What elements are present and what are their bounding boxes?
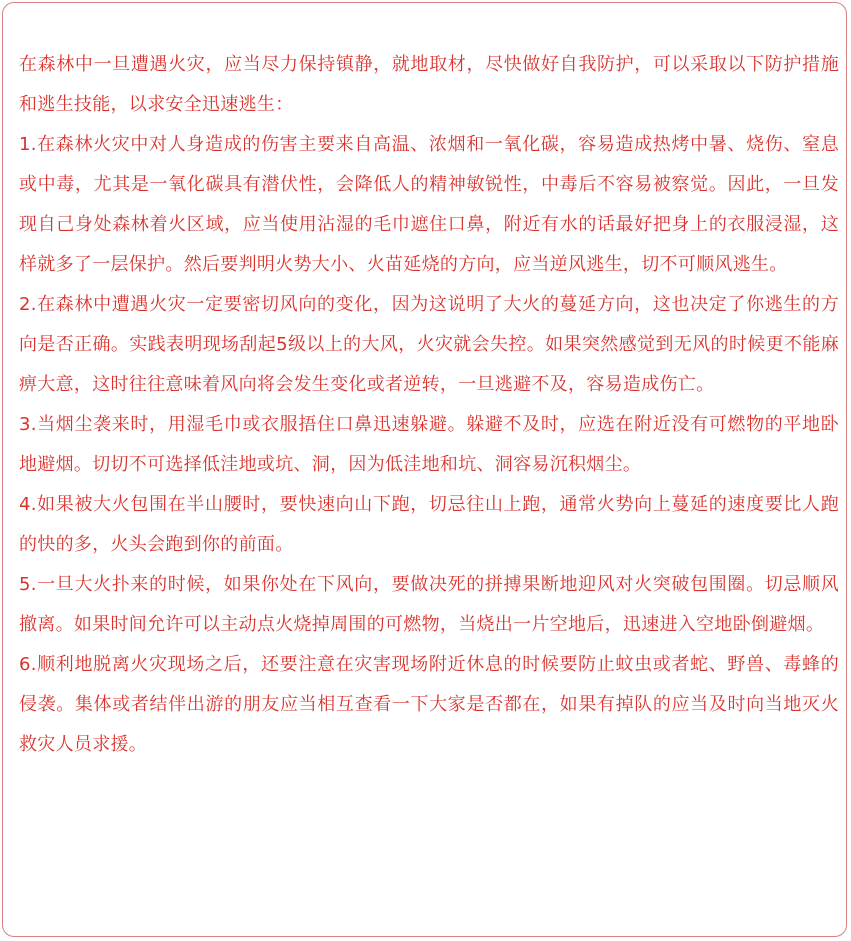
article-body [19,45,839,765]
tip-item-5: 5.一旦大火扑来的时候，如果你处在下风向，要做决死的拼搏果断地迎风对火突破包围圈。切忌顺风撤离。如果时间允许可以主动点火烧掉周围的可燃物，当烧出一片空地后，迅速进入空地卧倒避烟。 [19,574,839,635]
tip-item-3: 3.当烟尘袭来时，用湿毛巾或衣服捂住口鼻迅速躲避。躲避不及时，应选在附近没有可燃物的平地卧地避烟。切切不可选择低洼地或坑、洞，因为低洼地和坑、洞容易沉积烟尘。 [19,414,839,475]
intro-paragraph: 在森林中一旦遭遇火灾，应当尽力保持镇静，就地取材，尽快做好自我防护，可以采取以下防护措施和逃生技能，以求安全迅速逃生： [19,54,839,115]
tip-item-1: 1.在森林火灾中对人身造成的伤害主要来自高温、浓烟和一氧化碳，容易造成热烤中暑、烧伤、窒息或中毒，尤其是一氧化碳具有潜伏性，会降低人的精神敏锐性，中毒后不容易被察觉。因此，一旦发现自己身处森林着火区域，应当使用沾湿的毛巾遮住口鼻，附近有水的话最好把身上的衣服浸湿，这样就多了一层保护。然后要判明火势大小、火苗延烧的方向，应当逆风逃生，切不可顺风逃生。 [19,134,839,275]
tip-item-6: 6.顺利地脱离火灾现场之后，还要注意在灾害现场附近休息的时候要防止蚊虫或者蛇、野兽、毒蜂的侵袭。集体或者结伴出游的朋友应当相互查看一下大家是否都在，如果有掉队的应当及时向当地灭火救灾人员求援。 [19,654,839,755]
tip-item-4: 4.如果被大火包围在半山腰时，要快速向山下跑，切忌往山上跑，通常火势向上蔓延的速度要比人跑的快的多，火头会跑到你的前面。 [19,494,839,555]
tip-item-2: 2.在森林中遭遇火灾一定要密切风向的变化，因为这说明了大火的蔓延方向，这也决定了你逃生的方向是否正确。实践表明现场刮起5级以上的大风，火灾就会失控。如果突然感觉到无风的时候更不能麻痹大意，这时往往意味着风向将会发生变化或者逆转，一旦逃避不及，容易造成伤亡。 [19,294,839,395]
article-card [2,2,847,937]
